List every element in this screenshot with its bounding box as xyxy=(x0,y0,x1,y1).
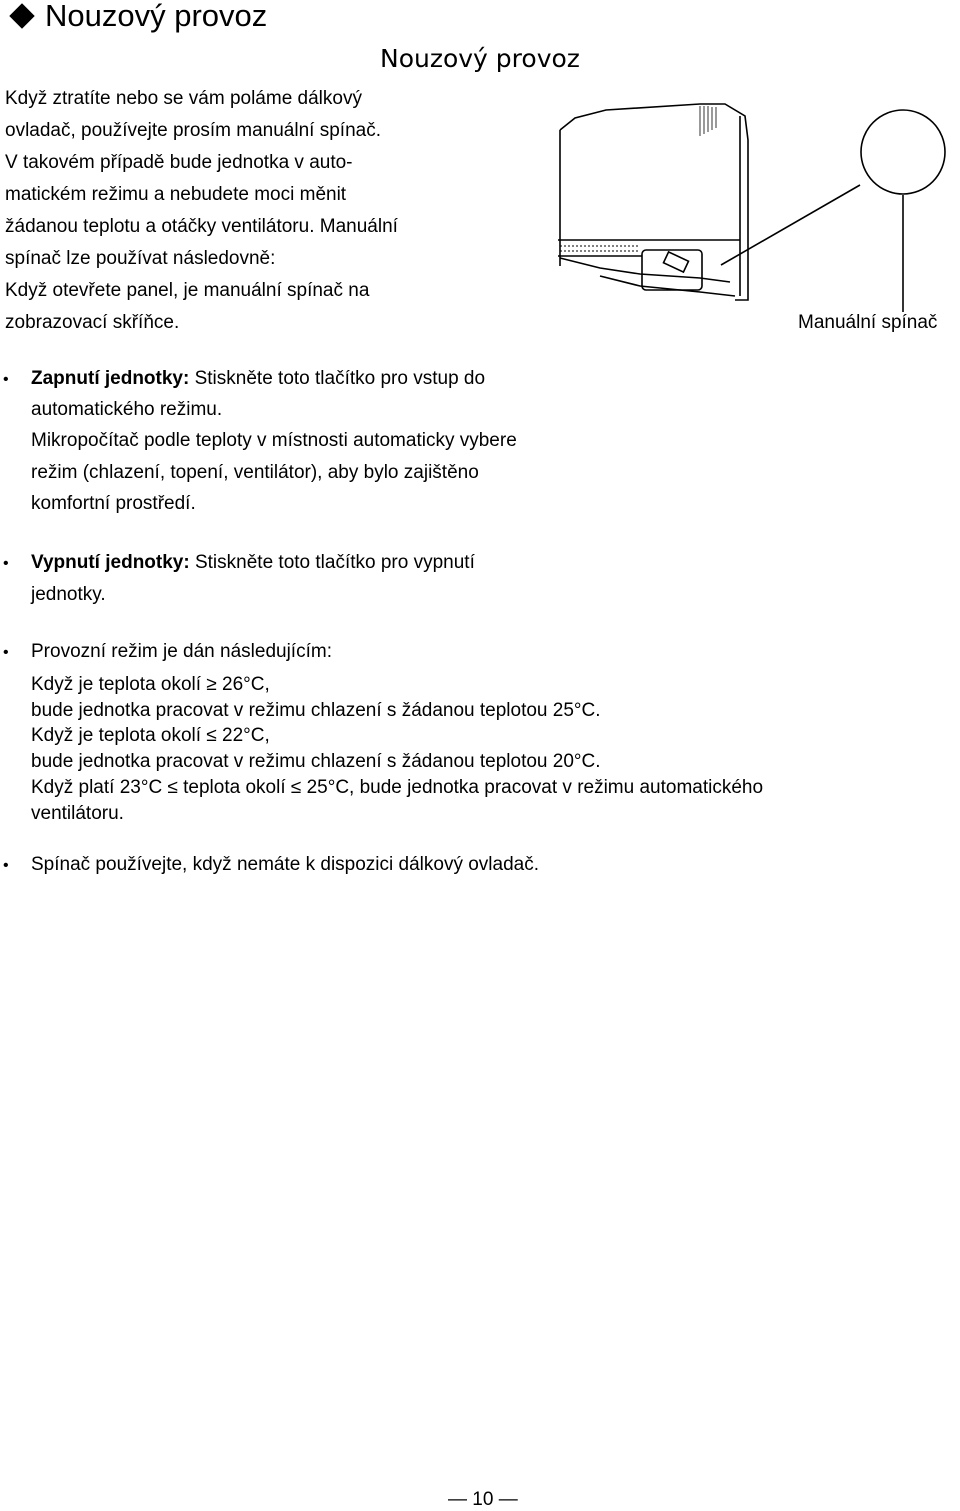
bullet-off-label: Vypnutí jednotky: xyxy=(31,552,190,573)
bullet-icon: • xyxy=(3,644,9,661)
bullet-icon: • xyxy=(3,555,9,572)
intro-line: matickém režimu a nebudete moci měnit xyxy=(5,184,347,205)
intro-line: Když ztratíte nebo se vám poláme dálkový xyxy=(5,88,362,109)
intro-line: ovladač, používejte prosím manuální spínač. xyxy=(5,120,381,141)
intro-line: žádanou teplotu a otáčky ventilátoru. Manuální xyxy=(5,216,398,237)
bullet-icon: • xyxy=(3,371,9,388)
bullet-on-label: Zapnutí jednotky: xyxy=(31,368,190,389)
bullet-on-line: automatického režimu. xyxy=(31,399,223,420)
page-number: — 10 — xyxy=(448,1489,518,1510)
bullet-on-line xyxy=(31,367,485,391)
intro-line: zobrazovací skříňce. xyxy=(5,312,180,333)
intro-line: V takovém případě bude jednotka v auto- xyxy=(5,152,353,173)
bullet-off-line xyxy=(31,551,475,575)
bullet-on-line: komfortní prostředí. xyxy=(31,493,196,514)
bullet-mode-line: bude jednotka pracovat v režimu chlazení s žádanou teplotou 20°C. xyxy=(31,751,601,772)
bullet-mode-line: Provozní režim je dán následujícím: xyxy=(31,641,332,662)
bullet-mode-line: Když platí 23°C ≤ teplota okolí ≤ 25°C, bude jednotka pracovat v režimu automatického xyxy=(31,777,764,798)
manual-switch-label: Manuální spínač xyxy=(798,312,938,333)
bullet-mode-line: ventilátoru. xyxy=(31,803,124,824)
bullet-off-line: jednotky. xyxy=(31,584,106,605)
intro-line: spínač lze používat následovně: xyxy=(5,248,276,269)
bullet-mode-line: bude jednotka pracovat v režimu chlazení s žádanou teplotou 25°C. xyxy=(31,700,601,721)
bullet-use-line: Spínač používejte, když nemáte k dispozici dálkový ovladač. xyxy=(31,854,539,875)
figure-title: Nouzový provoz xyxy=(380,44,580,73)
bullet-off-text: Stiskněte toto tlačítko pro vypnutí xyxy=(189,552,475,573)
bullet-on-line: Mikropočítač podle teploty v místnosti automaticky vybere xyxy=(31,430,517,451)
bullet-mode-line: Když je teplota okolí ≥ 26°C, xyxy=(31,674,270,695)
air-conditioner-illustration xyxy=(0,0,960,340)
bullet-on-line: režim (chlazení, topení, ventilátor), aby bylo zajištěno xyxy=(31,462,479,483)
intro-line: Když otevřete panel, je manuální spínač na xyxy=(5,280,370,301)
bullet-mode-line: Když je teplota okolí ≤ 22°C, xyxy=(31,725,270,746)
section-title: Nouzový provoz xyxy=(45,0,268,33)
bullet-icon: • xyxy=(3,857,9,874)
bullet-on-text: Stiskněte toto tlačítko pro vstup do xyxy=(189,368,486,389)
